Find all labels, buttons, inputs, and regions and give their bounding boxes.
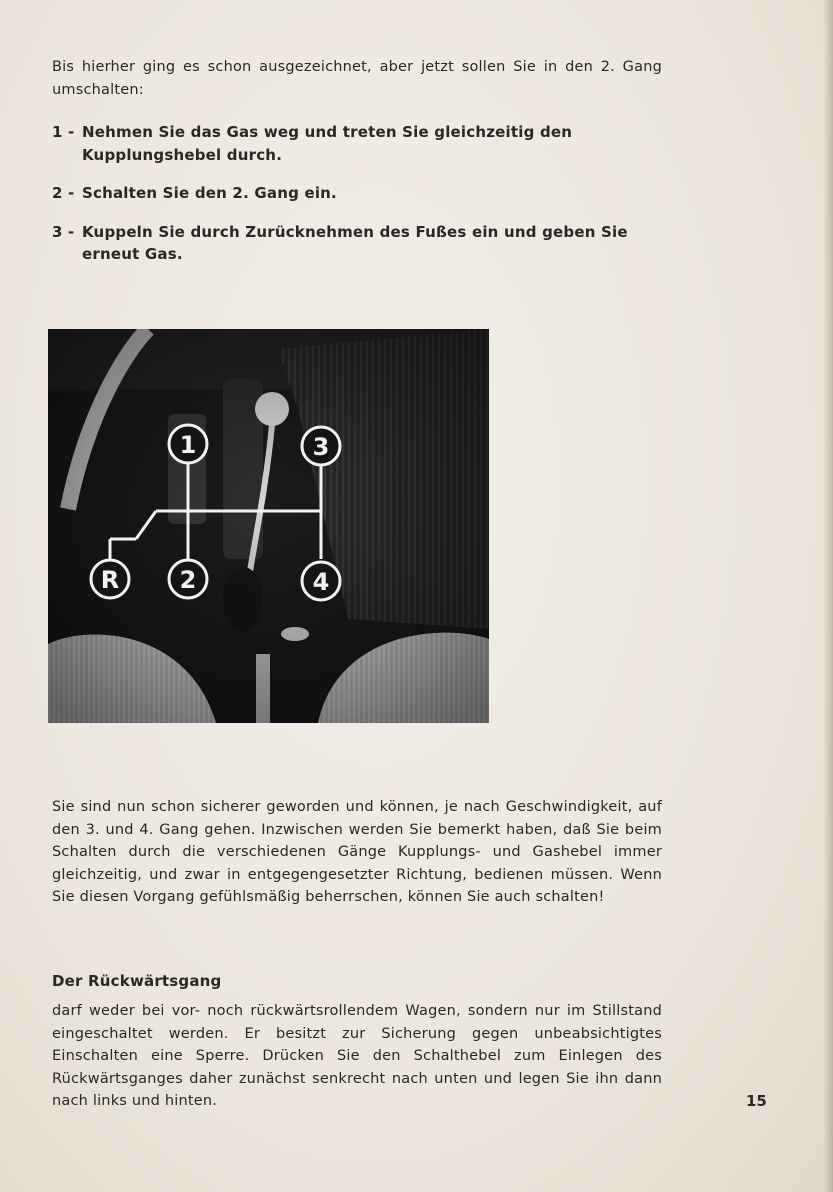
step-text: Schalten Sie den 2. Gang ein. xyxy=(82,184,337,202)
step-text: Nehmen Sie das Gas weg und treten Sie gleichzeitig den Kupplungshebel durch. xyxy=(82,123,573,164)
gearshift-photo xyxy=(48,329,489,723)
gear-marker-2 xyxy=(169,560,207,598)
step-3 xyxy=(52,221,664,266)
page-number: 15 xyxy=(746,1092,767,1110)
gear-marker-reverse xyxy=(91,560,129,598)
body-paragraph-reverse-gear: darf weder bei vor- noch rückwärtsrollendem Wagen, sondern nur im Stillstand eingeschaltet werden. Er besitzt zur Sicherung gegen unbeabsichtigtes Einschalten eine Sperre. Drücken Sie den Schalthebel zum Einlegen des Rückwärtsganges daher zunächst senkrecht nach unten und legen Sie ihn dann nach links und hinten. xyxy=(52,1003,662,1109)
step-2 xyxy=(52,182,664,205)
step-list xyxy=(52,121,664,282)
gear-marker-3 xyxy=(302,427,340,465)
gearshift-illustration xyxy=(48,329,489,723)
gear-marker-4 xyxy=(302,562,340,600)
gear-label-reverse: R xyxy=(100,566,120,594)
step-number: 1 - xyxy=(52,123,75,141)
photo-vignette xyxy=(48,329,489,723)
gear-marker-1 xyxy=(169,425,207,463)
step-number: 2 - xyxy=(52,184,75,202)
gear-label-1: 1 xyxy=(179,431,197,459)
gear-label-3: 3 xyxy=(312,433,330,461)
gear-label-4: 4 xyxy=(312,568,330,596)
gear-label-2: 2 xyxy=(179,566,197,594)
intro-paragraph: Bis hierher ging es schon ausgezeichnet, aber jetzt sollen Sie in den 2. Gang umschalten: xyxy=(52,59,662,98)
step-1 xyxy=(52,121,664,166)
step-text: Kuppeln Sie durch Zurücknehmen des Fußes ein und geben Sie erneut Gas. xyxy=(82,222,628,263)
page-edge-shadow xyxy=(823,0,833,1192)
section-heading-reverse-gear: Der Rückwärtsgang xyxy=(52,972,222,990)
body-paragraph-shifting: Sie sind nun schon sicherer geworden und können, je nach Geschwindigkeit, auf den 3. und 4. Gang gehen. Inzwischen werden Sie bemerkt haben, daß Sie beim Schalten durch die verschiedenen Gänge Kupplungs- und Gashebel immer gleichzeitig, und zwar in entgegengesetzter Richtung, bedienen müssen. Wenn Sie diesen Vorgang gefühlsmäßig beherrschen, können Sie auch schalten! xyxy=(52,799,662,905)
step-number: 3 - xyxy=(52,222,75,241)
